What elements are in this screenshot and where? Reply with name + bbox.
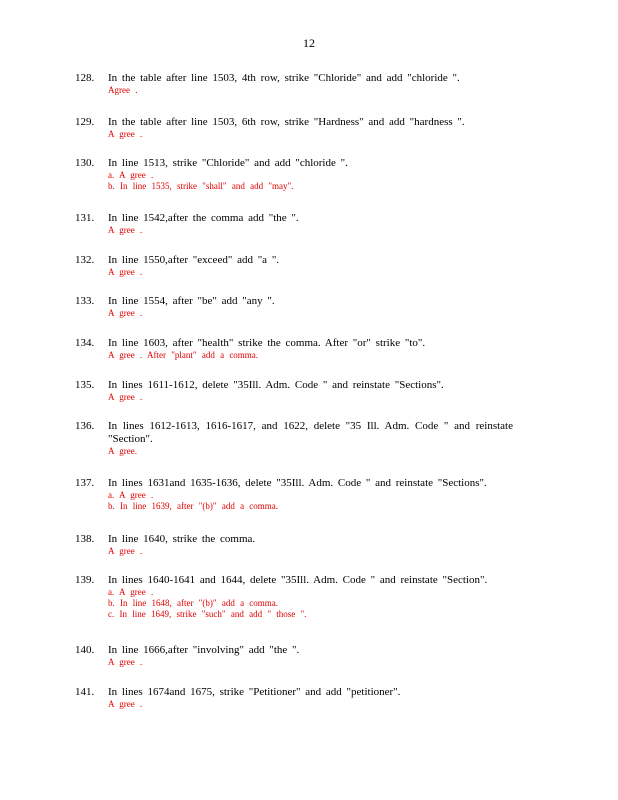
item-response: A gree . [108,546,143,556]
item-text: In lines 1631and 1635-1636, delete "35Ill. Adm. Code " and reinstate "Sections". [108,477,487,489]
item-number: 136. [75,420,95,432]
page-number: 12 [303,36,315,50]
item-number: 140. [75,644,95,656]
item-number: 133. [75,295,95,307]
item-text: In line 1603, after "health" strike the comma. After "or" strike "to". [108,337,426,349]
item-text: In line 1513, strike "Chloride" and add "chloride ". [108,157,348,169]
item-response: A gree. [108,446,137,456]
item-number: 132. [75,254,95,266]
item-text: In the table after line 1503, 6th row, strike "Hardness" and add "hardness ". [108,116,465,128]
item-number: 131. [75,212,95,224]
item-number: 139. [75,574,95,586]
item-text: In lines 1612-1613, 1616-1617, and 1622, delete "35 Ill. Adm. Code " and reinstate "Section". [108,420,513,445]
item-response: A gree . [108,657,143,667]
item-text: In line 1542,after the comma add "the ". [108,212,299,224]
item-response: A gree . [108,392,143,402]
item-text: In lines 1674and 1675, strike "Petitioner" and add "petitioner". [108,686,401,698]
item-text: In line 1554, after "be" add "any ". [108,295,275,307]
item-text: In line 1550,after "exceed" add "a ". [108,254,280,266]
item-response: Agree . [108,85,138,95]
item-response: A gree . [108,129,143,139]
item-response: A gree . [108,225,143,235]
item-number: 141. [75,686,95,698]
item-number: 138. [75,533,95,545]
item-number: 137. [75,477,95,489]
item-response: a. A gree . [108,170,154,180]
item-response: b. In line 1535, strike "shall" and add "may". [108,181,294,191]
item-response: A gree . [108,308,143,318]
item-text: In lines 1640-1641 and 1644, delete "35Ill. Adm. Code " and reinstate "Section". [108,574,488,586]
item-response: A gree . [108,699,143,709]
item-number: 130. [75,157,95,169]
item-text: In lines 1611-1612, delete "35Ill. Adm. Code " and reinstate "Sections". [108,379,444,391]
item-number: 135. [75,379,95,391]
item-response: b. In line 1648, after "(b)" add a comma. [108,598,279,608]
item-response: c. In line 1649, strike "such" and add " those ". [108,609,307,619]
item-text: In line 1666,after "involving" add "the ". [108,644,300,656]
item-response: b. In line 1639, after "(b)" add a comma. [108,501,279,511]
item-response: a. A gree . [108,587,154,597]
item-response: A gree . [108,267,143,277]
item-response: A gree . After "plant" add a comma. [108,350,259,360]
item-number: 129. [75,116,95,128]
item-response: a. A gree . [108,490,154,500]
item-number: 134. [75,337,95,349]
item-number: 128. [75,72,95,84]
item-text: In line 1640, strike the comma. [108,533,256,545]
item-text: In the table after line 1503, 4th row, strike "Chloride" and add "chloride ". [108,72,460,84]
